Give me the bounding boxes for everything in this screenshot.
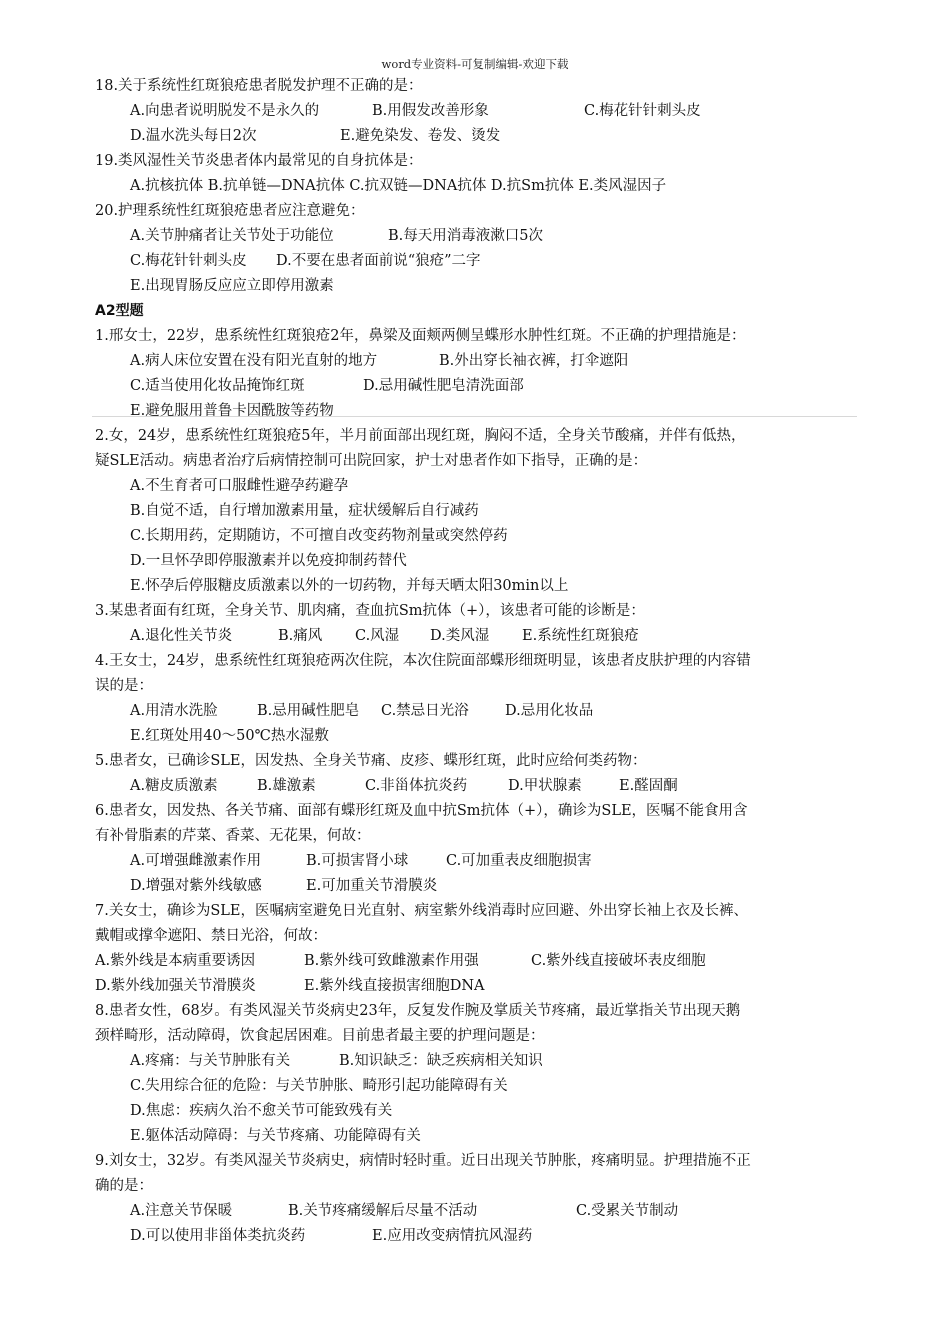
answer-option-line: E.怀孕后停服糖皮质激素以外的一切药物，并每天晒太阳30min以上 <box>130 578 569 594</box>
option-row <box>95 949 885 974</box>
answer-option: E.紫外线直接损害细胞DNA <box>304 978 485 994</box>
answer-option: D.紫外线加强关节滑膜炎 <box>95 978 256 994</box>
option-row <box>95 224 885 249</box>
answer-option: D.类风湿 <box>430 628 490 644</box>
answer-option: A.疼痛：与关节肿胀有关 <box>130 1053 291 1069</box>
answer-option: C.梅花针针刺头皮 <box>584 103 701 119</box>
answer-option-line: A.抗核抗体 B.抗单链—DNA抗体 C.抗双链—DNA抗体 D.抗Sm抗体 E.类风湿因子 <box>130 178 667 194</box>
question-text: 疑SLE活动。病患者治疗后病情控制可出院回家，护士对患者作如下指导，正确的是： <box>95 453 648 469</box>
answer-option: C.受累关节制动 <box>576 1203 679 1219</box>
answer-option: D.温水洗头每日2次 <box>130 128 257 144</box>
question-text: 误的是： <box>95 678 153 694</box>
question-text: 6.患者女，因发热、各关节痛、面部有蝶形红斑及血中抗Sm抗体（+），确诊为SLE，医嘱不能食用含 <box>95 803 748 819</box>
answer-option: A.病人床位安置在没有阳光直射的地方 <box>130 353 378 369</box>
option-row <box>95 774 885 799</box>
question-text: 3.某患者面有红斑，全身关节、肌肉痛，查血抗Sm抗体（+），该患者可能的诊断是： <box>95 603 645 619</box>
option-row <box>95 374 885 399</box>
question-text: 19.类风湿性关节炎患者体内最常见的自身抗体是： <box>95 153 423 169</box>
answer-option: D.忌用碱性肥皂清洗面部 <box>363 378 524 394</box>
question-text: 2.女，24岁，患系统性红斑狼疮5年，半月前面部出现红斑，胸闷不适，全身关节酸痛，并伴有低热， <box>95 428 746 444</box>
question-text: 8.患者女性，68岁。有类风湿关节炎病史23年，反复发作腕及掌质关节疼痛，最近掌指关节出现天鹅 <box>95 1003 741 1019</box>
answer-option: D.忌用化妆品 <box>505 703 594 719</box>
answer-option: C.适当使用化妆品掩饰红斑 <box>130 378 305 394</box>
question-text: 戴帽或撑伞遮阳、禁日光浴，何故： <box>95 928 327 944</box>
option-row <box>95 1224 885 1249</box>
answer-option-line: E.避免服用普鲁卡因酰胺等药物 <box>130 403 334 419</box>
answer-option: C.紫外线直接破坏表皮细胞 <box>531 953 706 969</box>
answer-option: E.醛固酮 <box>619 778 678 794</box>
option-row <box>95 99 885 124</box>
answer-option: A.向患者说明脱发不是永久的 <box>130 103 320 119</box>
section-heading: A2型题 <box>95 303 144 319</box>
answer-option-line: C.长期用药，定期随访，不可擅自改变药物剂量或突然停药 <box>130 528 508 544</box>
question-text: 9.刘女士，32岁。有类风湿关节炎病史，病情时轻时重。近日出现关节肿胀，疼痛明显。护理措施不正 <box>95 1153 751 1169</box>
answer-option: B.知识缺乏：缺乏疾病相关知识 <box>339 1053 543 1069</box>
answer-option: B.用假发改善形象 <box>372 103 489 119</box>
answer-option-line: B.自觉不适，自行增加激素用量，症状缓解后自行减药 <box>130 503 479 519</box>
answer-option: D.可以使用非甾体类抗炎药 <box>130 1228 306 1244</box>
question-text: 7.关女士，确诊为SLE，医嘱病室避免日光直射、病室紫外线消毒时应回避、外出穿长袖上衣及长裤、 <box>95 903 748 919</box>
option-row <box>95 349 885 374</box>
answer-option: B.可损害肾小球 <box>306 853 409 869</box>
answer-option-line: E.红斑处用40～50℃热水湿敷 <box>130 728 329 744</box>
answer-option-line: D.焦虑：疾病久治不愈关节可能致残有关 <box>130 1103 393 1119</box>
answer-option: E.应用改变病情抗风湿药 <box>372 1228 533 1244</box>
option-row <box>95 1049 885 1074</box>
answer-option: A.糖皮质激素 <box>130 778 218 794</box>
answer-option: C.非甾体抗炎药 <box>365 778 468 794</box>
answer-option: C.风湿 <box>355 628 400 644</box>
question-text: 5.患者女，已确诊SLE，因发热、全身关节痛、皮疹、蝶形红斑，此时应给何类药物： <box>95 753 647 769</box>
answer-option: C.禁忌日光浴 <box>381 703 469 719</box>
question-text: 有补骨脂素的芹菜、香菜、无花果，何故： <box>95 828 371 844</box>
answer-option: E.可加重关节滑膜炎 <box>306 878 438 894</box>
answer-option: D.增强对紫外线敏感 <box>130 878 262 894</box>
question-text: 20.护理系统性红斑狼疮患者应注意避免： <box>95 203 365 219</box>
question-text: 18.关于系统性红斑狼疮患者脱发护理不正确的是： <box>95 78 423 94</box>
answer-option: A.退化性关节炎 <box>130 628 233 644</box>
option-row <box>95 249 885 274</box>
answer-option: B.每天用消毒液漱口5次 <box>388 228 543 244</box>
answer-option: B.外出穿长袖衣裤，打伞遮阳 <box>439 353 629 369</box>
document-body <box>95 74 885 1249</box>
question-text: 1.邢女士，22岁，患系统性红斑狼疮2年，鼻梁及面颊两侧呈蝶形水肿性红斑。不正确的护理措施是： <box>95 328 746 344</box>
answer-option: E.系统性红斑狼疮 <box>522 628 639 644</box>
answer-option: A.用清水洗脸 <box>130 703 218 719</box>
answer-option: A.注意关节保暖 <box>130 1203 233 1219</box>
answer-option: D.甲状腺素 <box>508 778 582 794</box>
option-row <box>95 974 885 999</box>
answer-option: B.痛风 <box>278 628 323 644</box>
option-row <box>95 124 885 149</box>
answer-option: A.关节肿痛者让关节处于功能位 <box>130 228 334 244</box>
answer-option-line: E.躯体活动障碍：与关节疼痛、功能障碍有关 <box>130 1128 421 1144</box>
answer-option: B.忌用碱性肥皂 <box>257 703 360 719</box>
question-text: 4.王女士，24岁，患系统性红斑狼疮两次住院，本次住院面部蝶形细斑明显，该患者皮肤护理的内容错 <box>95 653 751 669</box>
answer-option: C.可加重表皮细胞损害 <box>446 853 592 869</box>
option-row <box>95 699 885 724</box>
answer-option: B.紫外线可致雌激素作用强 <box>304 953 479 969</box>
option-row <box>95 624 885 649</box>
answer-option: C.梅花针针刺头皮 <box>130 253 247 269</box>
answer-option: B.雄激素 <box>257 778 316 794</box>
answer-option: D.不要在患者面前说“狼疮”二字 <box>276 253 481 269</box>
answer-option-line: E.出现胃肠反应应立即停用激素 <box>130 278 334 294</box>
page-header: word专业资料-可复制编辑-欢迎下载 <box>381 57 569 71</box>
option-row <box>95 1199 885 1224</box>
answer-option-line: C.失用综合征的危险：与关节肿胀、畸形引起功能障碍有关 <box>130 1078 508 1094</box>
answer-option: E.避免染发、卷发、烫发 <box>340 128 501 144</box>
question-text: 颈样畸形，活动障碍，饮食起居困难。目前患者最主要的护理问题是： <box>95 1028 545 1044</box>
answer-option-line: D.一旦怀孕即停服激素并以免疫抑制药替代 <box>130 553 407 569</box>
option-row <box>95 849 885 874</box>
answer-option: A.可增强雌激素作用 <box>130 853 262 869</box>
answer-option: A.紫外线是本病重要诱因 <box>95 953 256 969</box>
option-row <box>95 874 885 899</box>
answer-option-line: A.不生育者可口服雌性避孕药避孕 <box>130 478 349 494</box>
question-text: 确的是： <box>95 1178 153 1194</box>
answer-option: B.关节疼痛缓解后尽量不活动 <box>288 1203 478 1219</box>
